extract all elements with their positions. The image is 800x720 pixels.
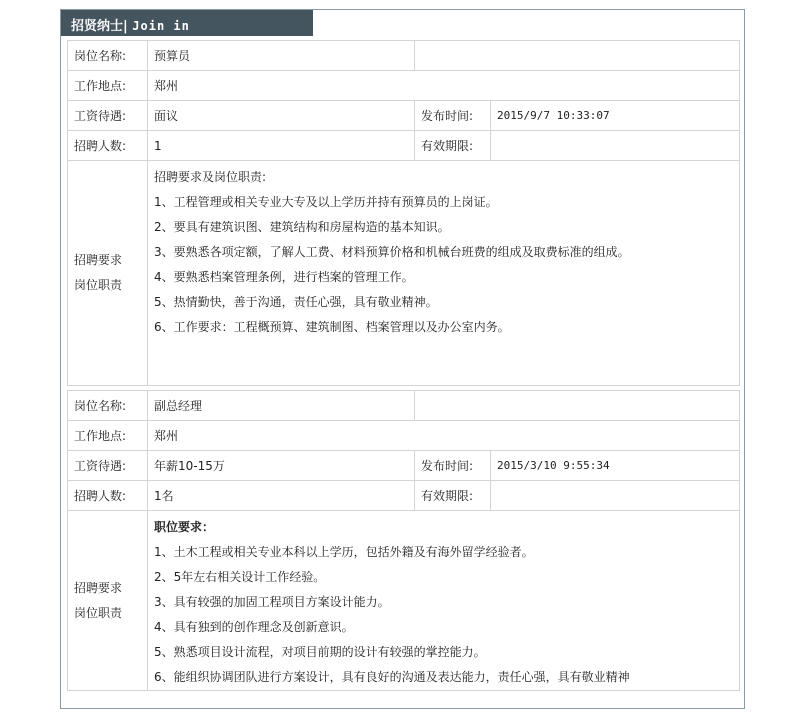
requirements-label-line-1: 招聘要求 [74, 580, 123, 595]
desc-line: 2、5年左右相关设计工作经验。 [154, 570, 326, 584]
requirements-label [68, 511, 148, 691]
position-label: 岗位名称: [68, 391, 148, 421]
publish-time-value: 2015/3/10 9:55:34 [491, 451, 740, 481]
salary-value: 面议 [148, 101, 415, 131]
publish-time-label: 发布时间: [415, 451, 491, 481]
location-label: 工作地点: [68, 421, 148, 451]
row-headcount [68, 131, 740, 161]
header-title-en: Join in [132, 19, 190, 33]
valid-period-label: 有效期限: [415, 131, 491, 161]
valid-period-label: 有效期限: [415, 481, 491, 511]
row-salary [68, 451, 740, 481]
row-location [68, 71, 740, 101]
publish-time-value: 2015/9/7 10:33:07 [491, 101, 740, 131]
desc-line: 3、要熟悉各项定额，了解人工费、材料预算价格和机械台班费的组成及取费标准的组成。 [154, 245, 630, 259]
headcount-value: 1 [148, 131, 415, 161]
description-text [148, 161, 740, 386]
valid-period-value [491, 131, 740, 161]
row-position [68, 391, 740, 421]
row-position [68, 41, 740, 71]
headcount-label: 招聘人数: [68, 481, 148, 511]
location-value: 郑州 [148, 421, 740, 451]
publish-time-label: 发布时间: [415, 101, 491, 131]
header-divider: | [123, 19, 128, 34]
desc-line: 2、要具有建筑识图、建筑结构和房屋构造的基本知识。 [154, 220, 450, 234]
desc-line: 4、具有独到的创作理念及创新意识。 [154, 620, 354, 634]
row-headcount [68, 481, 740, 511]
desc-line: 5、熟悉项目设计流程，对项目前期的设计有较强的掌控能力。 [154, 645, 486, 659]
desc-line: 3、具有较强的加固工程项目方案设计能力。 [154, 595, 390, 609]
requirements-label-line-2: 岗位职责 [74, 605, 123, 620]
salary-value: 年薪10-15万 [148, 451, 415, 481]
desc-line: 5、热情勤快，善于沟通，责任心强，具有敬业精神。 [154, 295, 438, 309]
row-location [68, 421, 740, 451]
job-listing-1 [67, 40, 740, 386]
job-listing-2 [67, 390, 740, 691]
desc-line: 1、工程管理或相关专业大专及以上学历并持有预算员的上岗证。 [154, 195, 498, 209]
valid-period-value [491, 481, 740, 511]
salary-label: 工资待遇: [68, 451, 148, 481]
position-value: 预算员 [148, 41, 415, 71]
position-blank [415, 391, 740, 421]
salary-label: 工资待遇: [68, 101, 148, 131]
row-salary [68, 101, 740, 131]
headcount-value: 1名 [148, 481, 415, 511]
header-title-cn: 招贤纳士 [71, 19, 124, 34]
position-blank [415, 41, 740, 71]
position-label: 岗位名称: [68, 41, 148, 71]
position-value: 副总经理 [148, 391, 415, 421]
row-description [68, 511, 740, 691]
desc-line: 6、能组织协调团队进行方案设计，具有良好的沟通及表达能力，责任心强，具有敬业精神 [154, 670, 630, 684]
desc-line: 6、工作要求：工程概预算、建筑制图、档案管理以及办公室内务。 [154, 320, 510, 334]
description-text [148, 511, 740, 691]
row-description [68, 161, 740, 386]
headcount-label: 招聘人数: [68, 131, 148, 161]
requirements-label-line-1: 招聘要求 [74, 253, 123, 267]
desc-line: 职位要求： [154, 520, 215, 534]
requirements-label-line-2: 岗位职责 [74, 278, 123, 292]
recruitment-panel [60, 9, 745, 709]
section-header [61, 10, 313, 36]
location-value: 郑州 [148, 71, 740, 101]
desc-line: 1、土木工程或相关专业本科以上学历，包括外籍及有海外留学经验者。 [154, 545, 534, 559]
requirements-label [68, 161, 148, 386]
desc-line: 4、要熟悉档案管理条例，进行档案的管理工作。 [154, 270, 414, 284]
location-label: 工作地点: [68, 71, 148, 101]
desc-line: 招聘要求及岗位职责: [154, 170, 267, 184]
